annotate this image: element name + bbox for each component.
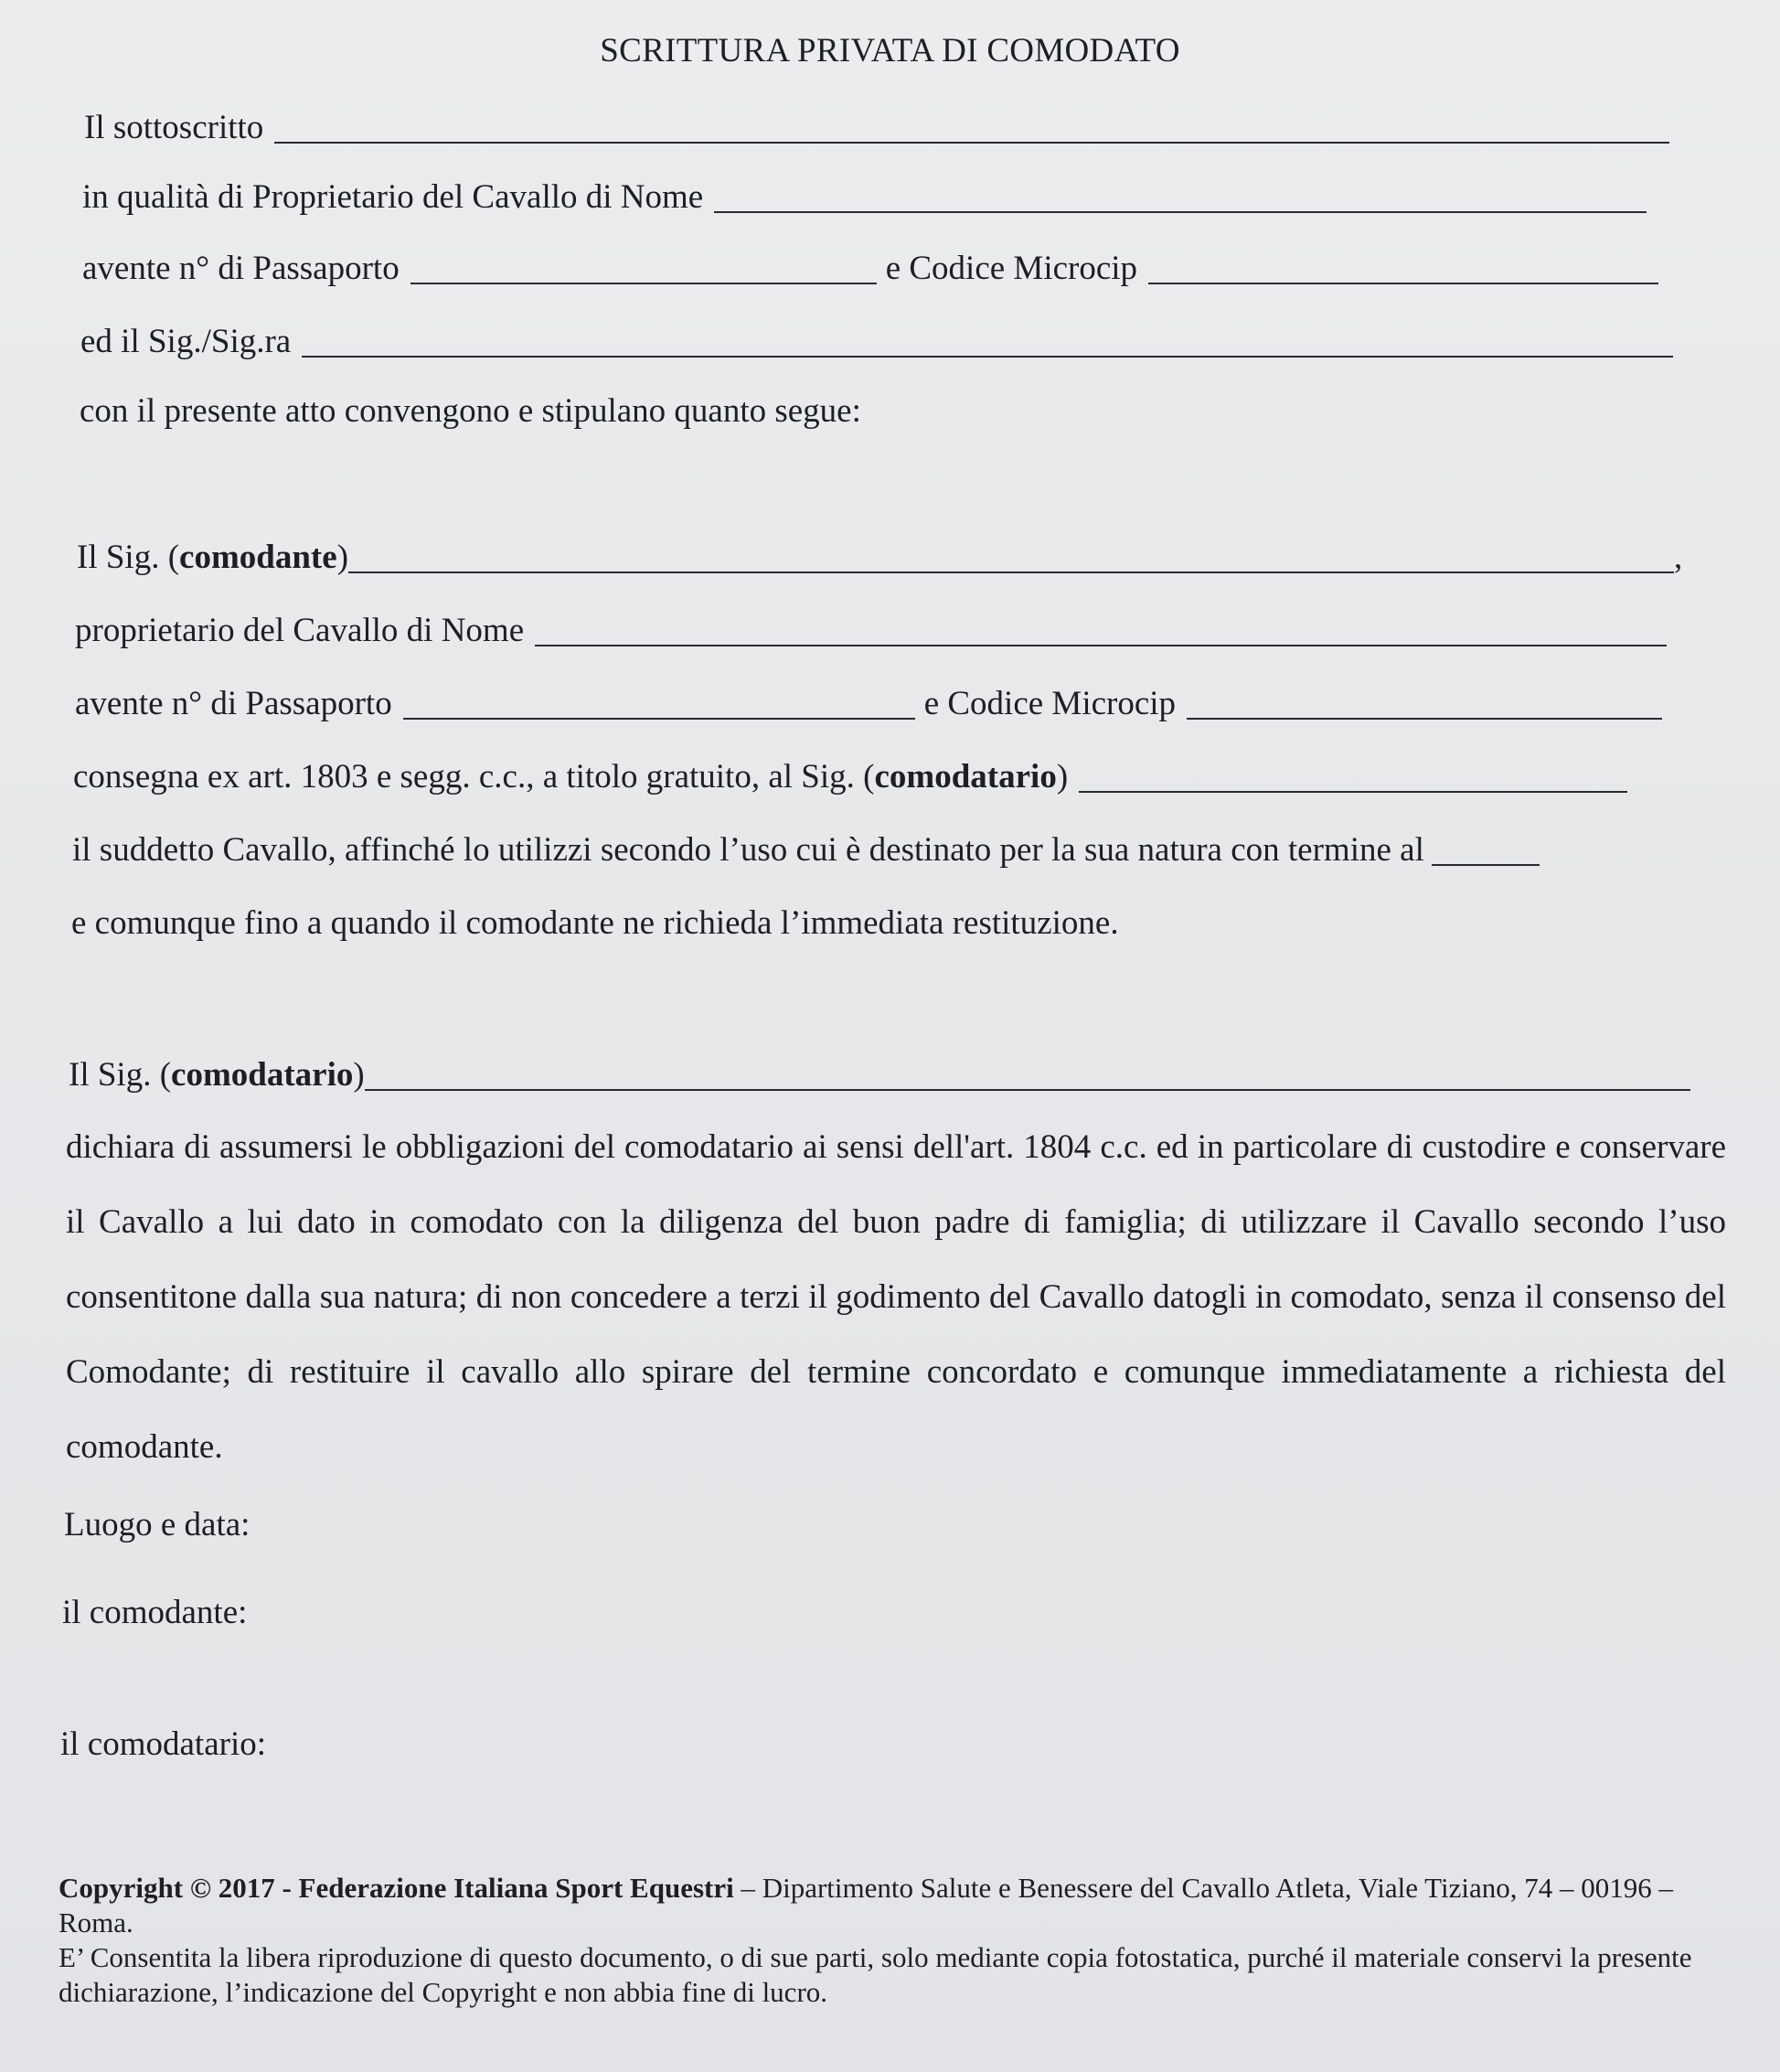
comodante-blank-line[interactable] — [348, 571, 1674, 573]
label-proprietario: proprietario del Cavallo di Nome — [75, 612, 525, 649]
row-firma-comodante — [62, 1593, 247, 1632]
comodante-passaporto-blank-line[interactable] — [403, 718, 915, 720]
obbligazioni-paragraph: dichiara di assumersi le obbligazioni del comodatario ai sensi dell'art. 1804 c.c. ed in particolare di custodire e conservare il Cavallo a lui dato in comodato con la diligenza del buon padre di famiglia; di utilizzare il Cavallo secondo l’uso consentitone dalla sua natura; di non concedere a terzi il godimento del Cavallo datogli in comodato, senza il consenso del Comodante; di restituire il cavallo allo spirare del termine concordato e comunque immediatamente a richiesta del comodante. — [66, 1128, 1726, 1466]
label-convengono: con il presente atto convengono e stipulano quanto segue: — [80, 392, 861, 430]
comma: , — [1674, 539, 1683, 576]
copyright-line — [59, 1871, 1741, 1940]
label-comodante-bold: comodante — [179, 539, 337, 576]
copyright-bold: Copyright © 2017 - Federazione Italiana Sport Equestri — [59, 1872, 734, 1904]
label-comodatario-bold: comodatario — [171, 1056, 354, 1094]
label-comodante-suffix: ) — [336, 539, 349, 576]
copyright-rest: – Dipartimento Salute e Benessere del Cavallo Atleta, Viale Tiziano, 74 – 00196 – Roma. — [59, 1872, 1673, 1938]
row-qualita — [82, 177, 1647, 217]
row-comodante-passaporto — [75, 684, 1662, 723]
label-comodante-microcip: e Codice Microcip — [923, 685, 1177, 722]
label-firma-comodante: il comodante: — [62, 1594, 248, 1631]
label-microcip: e Codice Microcip — [885, 250, 1138, 287]
sottoscritto-blank-line[interactable] — [274, 142, 1669, 144]
nome-cavallo-blank-line[interactable] — [714, 211, 1647, 213]
document-title: SCRITTURA PRIVATA DI COMODATO — [600, 32, 1180, 69]
row-passaporto — [82, 249, 1658, 288]
label-firma-comodatario: il comodatario: — [60, 1725, 267, 1763]
row-proprietario — [75, 611, 1667, 650]
termine-blank-line[interactable] — [1432, 864, 1540, 866]
label-consegna-prefix: consegna ex art. 1803 e segg. c.c., a titolo gratuito, al Sig. ( — [73, 758, 875, 796]
label-comunque: e comunque fino a quando il comodante ne richieda l’immediata restituzione. — [71, 904, 1119, 942]
row-comodante-sig — [77, 538, 1682, 577]
row-luogo-data — [64, 1505, 250, 1544]
label-passaporto: avente n° di Passaporto — [82, 250, 400, 287]
label-qualita: in qualità di Proprietario del Cavallo di Nome — [82, 178, 704, 216]
label-consegna-bold: comodatario — [874, 758, 1057, 796]
row-firma-comodatario — [60, 1725, 266, 1764]
comodatario-blank-line[interactable] — [1079, 791, 1627, 793]
label-comodante-passaporto: avente n° di Passaporto — [75, 685, 392, 722]
row-sig — [80, 322, 1673, 361]
comodatario-sig-blank-line[interactable] — [365, 1089, 1690, 1091]
label-suddetto: il suddetto Cavallo, affinché lo utilizzi secondo l’uso cui è destinato per la sua natura con termine al — [72, 831, 1424, 869]
comodante-microcip-blank-line[interactable] — [1187, 718, 1662, 720]
microcip-blank-line[interactable] — [1148, 283, 1658, 284]
label-comodatario-suffix: ) — [353, 1056, 365, 1094]
label-sig: ed il Sig./Sig.ra — [80, 323, 292, 360]
label-luogo-data: Luogo e data: — [64, 1506, 250, 1543]
label-comodante-prefix: Il Sig. ( — [77, 539, 180, 576]
reproduction-notice: E’ Consentita la libera riproduzione di questo documento, o di sue parti, solo mediante copia fotostatica, purché il materiale conservi la presente dichiarazione, l’indicazione del Copyright e non abbia fine di lucro. — [59, 1941, 1692, 2008]
comodante-nome-cavallo-blank-line[interactable] — [535, 645, 1667, 646]
row-comunque — [71, 903, 1119, 943]
label-sottoscritto: Il sottoscritto — [84, 109, 264, 146]
passaporto-blank-line[interactable] — [410, 283, 877, 284]
row-sottoscritto — [84, 108, 1669, 147]
label-consegna-suffix: ) — [1056, 758, 1069, 796]
copyright-footer — [59, 1871, 1741, 2010]
label-comodatario-prefix: Il Sig. ( — [69, 1056, 172, 1094]
row-consegna — [73, 757, 1627, 796]
sig-blank-line[interactable] — [302, 356, 1673, 358]
row-suddetto — [72, 830, 1540, 870]
row-comodatario-sig — [69, 1055, 1690, 1095]
row-convengono — [80, 391, 861, 431]
